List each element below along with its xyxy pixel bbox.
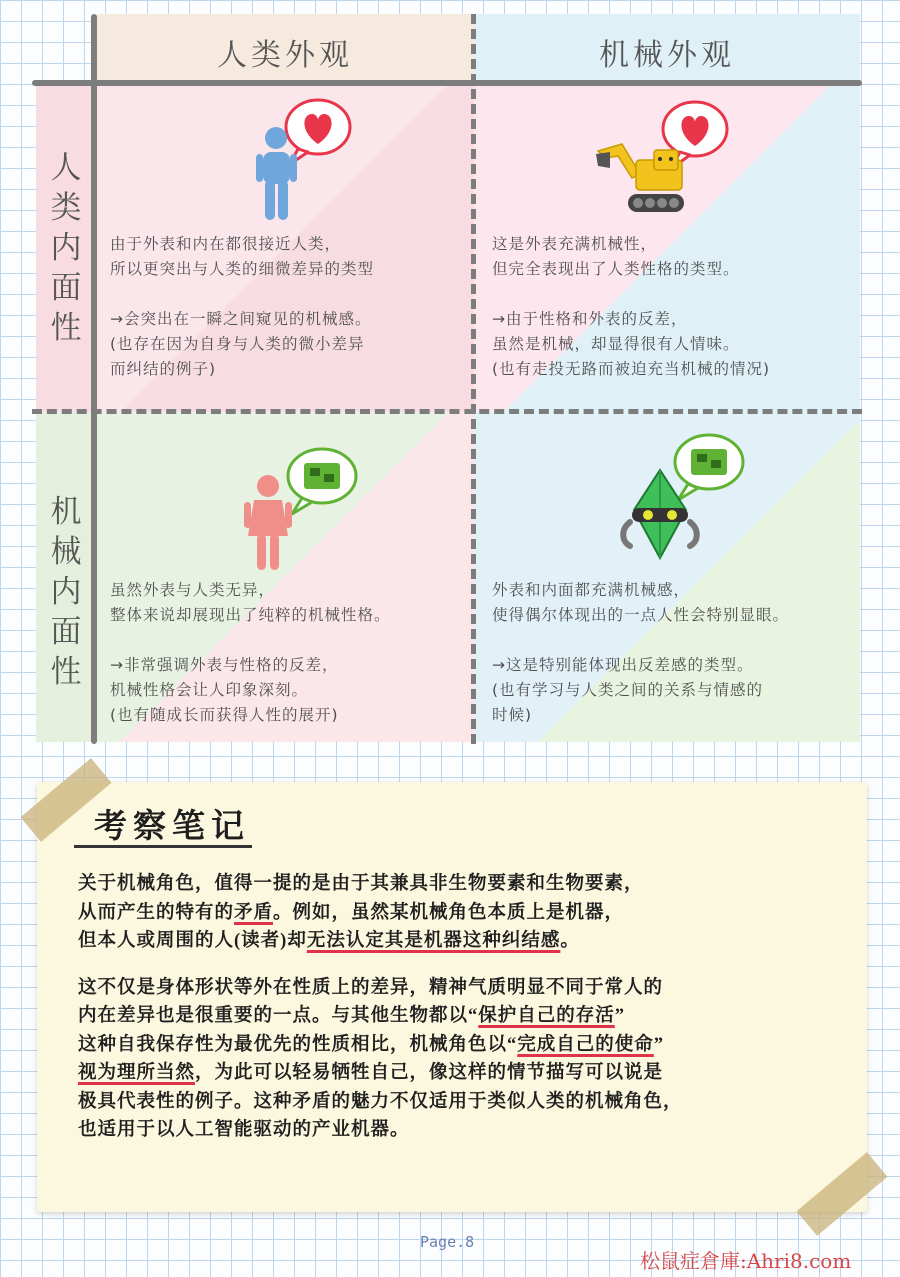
note-line [78,1116,868,1145]
text-line: 所以更突出与人类的细微差异的类型 [110,260,375,278]
note-text: 这不仅是身体形状等外在性质上的差异，精神气质明显不同于常人的 [78,977,664,998]
text-line: (也有走投无路而被迫充当机械的情况) [492,360,771,378]
pink-person-circuit-icon [244,444,364,574]
text-line: 由于外表和内在都很接近人类， [110,235,342,253]
note-text: 从而产生的特有的 [78,902,235,923]
note-text: 这种自我保存性为最优先的性质相比，机械角色以“ [78,1034,518,1055]
text-line: 时候) [492,706,533,724]
note-highlight: 矛盾 [234,902,274,923]
note-title: 考察笔记 [94,809,250,845]
text-line: →会突出在一瞬之间窥见的机械感。 [110,310,372,328]
blue-person-heart-icon [250,94,360,224]
column-heading-human-appearance: 人类外观 [217,39,353,72]
text-line: →由于性格和外表的反差， [492,310,688,328]
text-line: 外表和内面都充满机械感， [492,581,691,599]
note-highlight: 视为理所当然 [78,1063,196,1083]
note-text: 。 [560,931,580,951]
note-body [78,870,868,1145]
text-line: (也有随成长而获得人性的展开) [110,706,339,724]
note-text: ” [614,1006,626,1026]
excavator-heart-icon [592,96,732,218]
note-text: ” [653,1034,665,1055]
note-line [78,1088,868,1117]
row-heading-machine-inner: 机 械 内 面 性 [50,494,82,689]
quadrant-machine-human-text [492,232,770,382]
text-line: →非常强调外表与性格的反差， [110,656,339,674]
text-line: 使得偶尔体现出的一点人性会特别显眼。 [492,606,790,624]
note-text: 也适用于以人工智能驱动的产业机器。 [78,1120,410,1140]
text-line: (也有学习与人类之间的关系与情感的 [492,681,764,699]
text-line: 虽然是机械，却显得很有人情味。 [492,335,740,353]
text-line: 而纠结的例子) [110,360,217,378]
note-title-underline [74,845,252,848]
quadrant-human-machine-text [110,578,391,728]
vertical-divider-dashed [471,14,476,744]
page-number: Page.8 [420,1233,475,1251]
note-line [78,1059,868,1088]
note-line [78,927,868,956]
quadrant-machine-machine-text [492,578,789,728]
text-line: 机械性格会让人印象深刻。 [110,681,309,699]
text-line: 整体来说却展现出了纯粹的机械性格。 [110,606,391,624]
note-line [78,974,868,1003]
note-text: 极具代表性的例子。这种矛盾的魅力不仅适用于类似人类的机械角色， [78,1091,683,1112]
horizontal-divider-dashed [32,409,862,414]
note-text: 内在差异也是很重要的一点。与其他生物都以“ [78,1006,479,1026]
horizontal-axis-line [32,80,862,86]
note-text: 关于机械角色，值得一提的是由于其兼具非生物要素和生物要素， [78,874,644,894]
note-text: ，为此可以轻易牺牲自己，像这样的情节描写可以说是 [195,1063,664,1083]
quadrant-human-human-text [110,232,374,382]
site-watermark: 松鼠症倉庫:Ahri8.com [640,1249,852,1273]
note-line [78,1031,868,1060]
note-highlight: 完成自己的使命 [517,1034,654,1055]
note-line [78,870,868,899]
note-highlight: 无法认定其是机器这种纠结感 [306,931,561,951]
text-line: 虽然外表与人类无异， [110,581,276,599]
note-text: 但本人或周围的人(读者)却 [78,931,307,951]
green-robot-circuit-icon [616,430,756,572]
text-line: (也存在因为自身与人类的微小差异 [110,335,365,353]
column-heading-machine-appearance: 机械外观 [599,39,735,72]
text-line: 但完全表现出了人类性格的类型。 [492,260,740,278]
note-line [78,1002,868,1031]
note-line [78,899,868,928]
row-heading-human-inner: 人 类 内 面 性 [50,150,82,345]
text-line: →这是特别能体现出反差感的类型。 [492,656,754,674]
note-text: 。例如，虽然某机械角色本质上是机器， [273,902,625,923]
note-highlight: 保护自己的存活 [478,1006,615,1026]
text-line: 这是外表充满机械性， [492,235,658,253]
